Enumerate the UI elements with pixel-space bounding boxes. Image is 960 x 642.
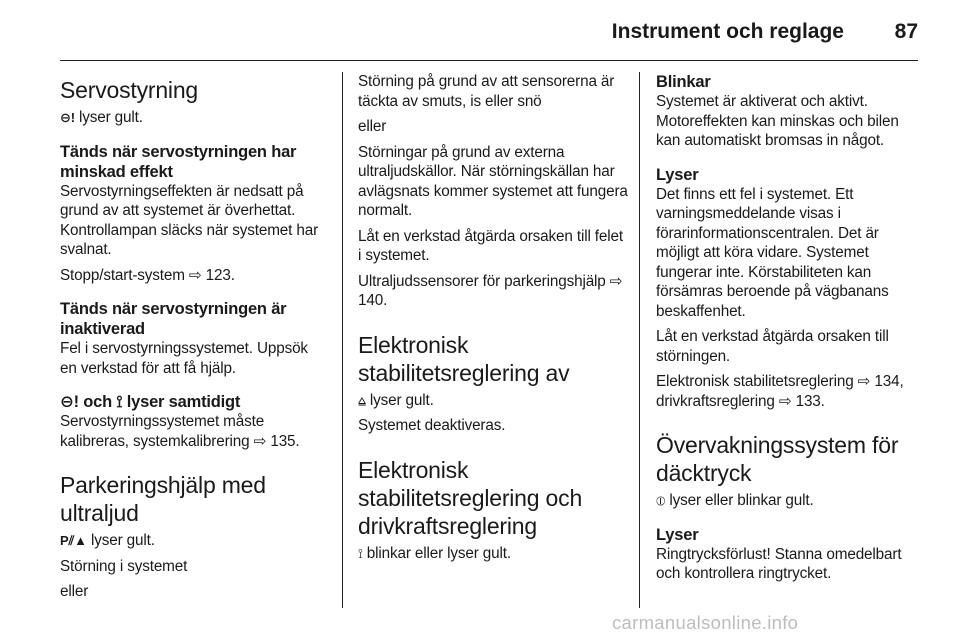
heading-blinks: Blinkar <box>656 73 711 91</box>
parking-sensor-icon: P⫽▲ <box>60 533 87 548</box>
heading-tpms: Övervakningssystem för däcktryck <box>656 432 899 486</box>
para-reduced-2: Stopp/start-system ⇨ 123. <box>60 266 235 284</box>
watermark: carmanualsonline.info <box>612 612 799 633</box>
page-header-title: Instrument och reglage <box>611 20 844 43</box>
heading-esc-off: Elektronisk stabilitetsreglering av <box>358 331 570 386</box>
servo-warning-icon: ⊖! <box>60 110 75 125</box>
para-inactive: Fel i servostyrningssystemet. Uppsök en verkstad för att få hjälp. <box>60 340 308 377</box>
para-both-lit: Servostyrningssystemet måste kalibreras, systemkalibrering ⇨ 135. <box>60 413 300 450</box>
para-sensors-ref: Ultraljudssensorer för parkeringshjälp ⇨ 140. <box>358 272 623 309</box>
para-dirt: Störning på grund av att sensorerna är täckta av smuts, is eller snö <box>358 73 615 110</box>
heading-servo: Servostyrning <box>60 77 199 103</box>
para-or-2: eller <box>358 118 387 135</box>
esc-off-status <box>358 391 628 411</box>
column-1 <box>60 76 328 608</box>
servo-status <box>60 108 328 128</box>
para-lit-1: Det finns ett fel i systemet. Ett varningsmeddelande visas i förarinformationscentralen. Det är möjligt att köra vidare. Systemet fungerar inte. Körstabiliteten kan försämras beroende på vägbanans beskaffenhet. <box>656 185 889 320</box>
heading-inactive: Tänds när servostyrningen är inaktiverad <box>60 300 287 338</box>
para-or: eller <box>60 583 89 600</box>
column-2 <box>358 72 628 569</box>
header-divider <box>60 60 918 61</box>
esc-off-status-text: lyser gult. <box>365 391 434 409</box>
esc-tc-icon: ⟟ <box>358 545 363 561</box>
column-divider-2 <box>639 72 640 608</box>
parking-status-text: lyser gult. <box>86 532 155 549</box>
servo-status-text: lyser gult. <box>74 109 143 126</box>
page-number: 87 <box>894 20 918 43</box>
heading-lit: Lyser <box>656 165 699 184</box>
heading-esc-tc: Elektronisk stabilitetsreglering och drivkraftsreglering <box>358 456 583 539</box>
para-workshop: Låt en verkstad åtgärda orsaken till felet i systemet. <box>358 227 623 264</box>
parking-status <box>60 531 328 551</box>
heading-parking: Parkeringshjälp med ultraljud <box>60 472 266 526</box>
tpms-status <box>656 491 922 511</box>
para-tpms: Ringtrycksförlust! Stanna omedelbart och kontrollera ringtrycket. <box>656 545 902 582</box>
esc-tc-status <box>358 544 628 564</box>
esc-tc-status-text: blinkar eller lyser gult. <box>362 544 511 562</box>
heading-lit-2: Lyser <box>656 525 699 544</box>
para-blinks: Systemet är aktiverat och aktivt. Motoreffekten kan minskas och bilen kan automatiskt bromsas in något. <box>656 93 899 149</box>
column-divider-1 <box>342 72 343 608</box>
esc-off-icon: ⩠ <box>358 392 366 408</box>
column-3 <box>656 72 922 590</box>
para-lit-3: Elektronisk stabilitetsreglering ⇨ 134, drivkraftsreglering ⇨ 133. <box>656 373 904 410</box>
para-fault: Störning i systemet <box>60 557 188 575</box>
heading-reduced: Tänds när servostyrningen har minskad effekt <box>60 142 297 181</box>
tpms-icon: ⦶ <box>656 493 666 508</box>
heading-both-lit: ⊖! och ⟟ lyser samtidigt <box>60 393 241 411</box>
para-reduced-1: Servostyrningseffekten är nedsatt på grund av att systemet är överhettat. Kontrollampan släcks när systemet har svalnat. <box>60 182 319 258</box>
para-deactivated: Systemet deaktiveras. <box>358 417 506 434</box>
tpms-status-text: lyser eller blinkar gult. <box>665 492 814 509</box>
para-ultrasound: Störningar på grund av externa ultraljudskällor. När störningskällan har avlägsnats kommer systemet att fungera normalt. <box>358 143 628 219</box>
para-lit-2: Låt en verkstad åtgärda orsaken till störningen. <box>656 328 889 365</box>
